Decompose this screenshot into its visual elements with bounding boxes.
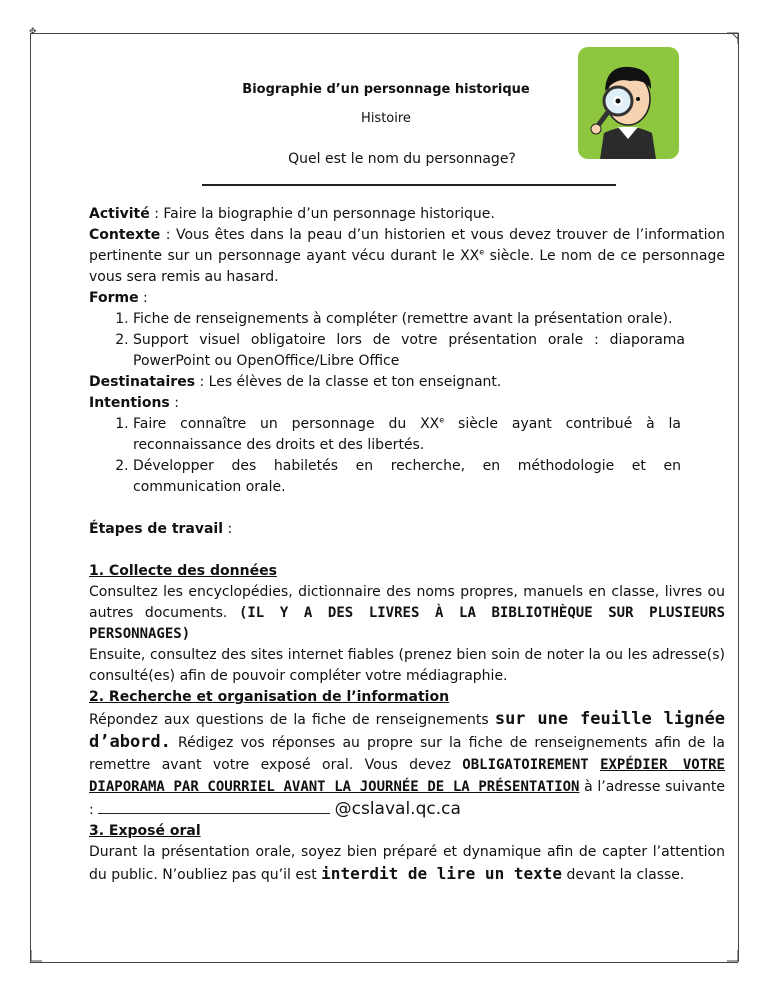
contexte-paragraph (89, 225, 725, 288)
step2-heading: 2. Recherche et organisation de l’information (89, 689, 450, 705)
intention-1-text-b: siècle ayant contribué à la reconnaissance des droits et des libertés. (133, 416, 681, 453)
destinataires-text: : Les élèves de la classe et ton enseignant. (195, 374, 502, 390)
intentions-colon: : (169, 395, 179, 411)
etapes-colon: : (223, 521, 233, 537)
page-frame-bottom (30, 962, 738, 963)
step2-emphasis: sur une feuille lignée d’abord. (89, 709, 725, 752)
page-curl-icon (30, 950, 42, 962)
forme-label: Forme (89, 290, 139, 306)
email-answer-line[interactable] (98, 801, 330, 814)
activite-label: Activité (89, 206, 150, 222)
etapes-label: Étapes de travail (89, 521, 224, 537)
step1-paragraph (89, 582, 725, 645)
email-domain: @cslaval.qc.ca (334, 799, 461, 819)
forme-heading (89, 288, 725, 309)
contexte-label: Contexte (89, 227, 161, 243)
step3-text-a: Durant la présentation orale, soyez bien préparé et dynamique afin de capter l’attention du public. N’oubliez pas qu’il est (89, 844, 725, 883)
step2-text-c: à l’adresse suivante : (89, 779, 725, 818)
list-item: 2. Développer des habiletés en recherche, en méthodologie et en communication orale. (133, 456, 681, 498)
contexte-text-b: siècle. Le nom de ce personnage vous sera remis au hasard. (89, 248, 725, 285)
contexte-sup: e (479, 247, 485, 257)
activite-text: : Faire la biographie d’un personnage historique. (149, 206, 495, 222)
destinataires-label: Destinataires (89, 374, 196, 390)
document-subject: Histoire (361, 111, 411, 126)
step1-text: Consultez les encyclopédies, dictionnaire des noms propres, manuels en classe, livres ou autres documents. (89, 584, 725, 621)
step1-bold: (IL Y A DES LIVRES À LA BIBLIOTHÈQUE SUR PLUSIEURS PERSONNAGES) (89, 605, 726, 642)
intentions-heading (89, 393, 725, 414)
list-item: 1. Fiche de renseignements à compléter (remettre avant la présentation orale). (133, 309, 725, 330)
intention-1-sup: e (439, 415, 445, 425)
document-body (89, 79, 725, 886)
document-title: Biographie d’un personnage historique (242, 82, 530, 97)
activite-paragraph (89, 204, 725, 225)
intention-1-text-a: Faire connaître un personnage du XX (133, 416, 440, 432)
step1-heading: 1. Collecte des données (89, 563, 277, 579)
destinataires-paragraph (89, 372, 725, 393)
step2-text-a: Répondez aux questions de la fiche de renseignements (89, 712, 495, 728)
name-question: Quel est le nom du personnage? (288, 151, 516, 167)
forme-colon: : (138, 290, 148, 306)
list-item (133, 414, 681, 456)
page-frame-right (738, 33, 739, 962)
intentions-list (89, 414, 725, 498)
step2-bold-1: OBLIGATOIREMENT (462, 757, 589, 773)
forme-list (89, 309, 725, 372)
step3-text-b: devant la classe. (562, 867, 685, 883)
contexte-text-a: : Vous êtes dans la peau d’un historien et vous devez trouver de l’information pertinente sur un personnage ayant vécu durant le XX (89, 227, 725, 264)
step3-paragraph (89, 842, 725, 886)
step2-bold-2: EXPÉDIER VOTRE DIAPORAMA PAR COURRIEL AVANT LA JOURNÉE DE LA PRÉSENTATION (89, 757, 725, 795)
step3-bold: interdit de lire un texte (321, 864, 562, 883)
etapes-heading (89, 519, 725, 540)
list-item: 2. Support visuel obligatoire lors de votre présentation orale : diaporama PowerPoint ou OpenOffice/Libre Office (133, 330, 725, 372)
step1-paragraph-2: Ensuite, consultez des sites internet fiables (prenez bien soin de noter la ou les adresse(s) consulté(es) afin de pouvoir compléter votre médiagraphie. (89, 647, 725, 684)
step3-heading: 3. Exposé oral (89, 823, 201, 839)
intentions-label: Intentions (89, 395, 170, 411)
corner-handle-icon: ✥ (29, 27, 37, 37)
step2-text-b: Rédigez vos réponses au propre sur la fiche de renseignements afin de la remettre avant votre exposé oral. Vous devez (89, 735, 725, 773)
step2-paragraph (89, 708, 725, 821)
page-frame-left (30, 33, 31, 962)
name-answer-line[interactable] (202, 174, 616, 186)
page-curl-icon (727, 950, 739, 962)
step2-space (589, 757, 600, 773)
page-curl-icon (727, 32, 739, 44)
page-frame-top (30, 33, 738, 34)
